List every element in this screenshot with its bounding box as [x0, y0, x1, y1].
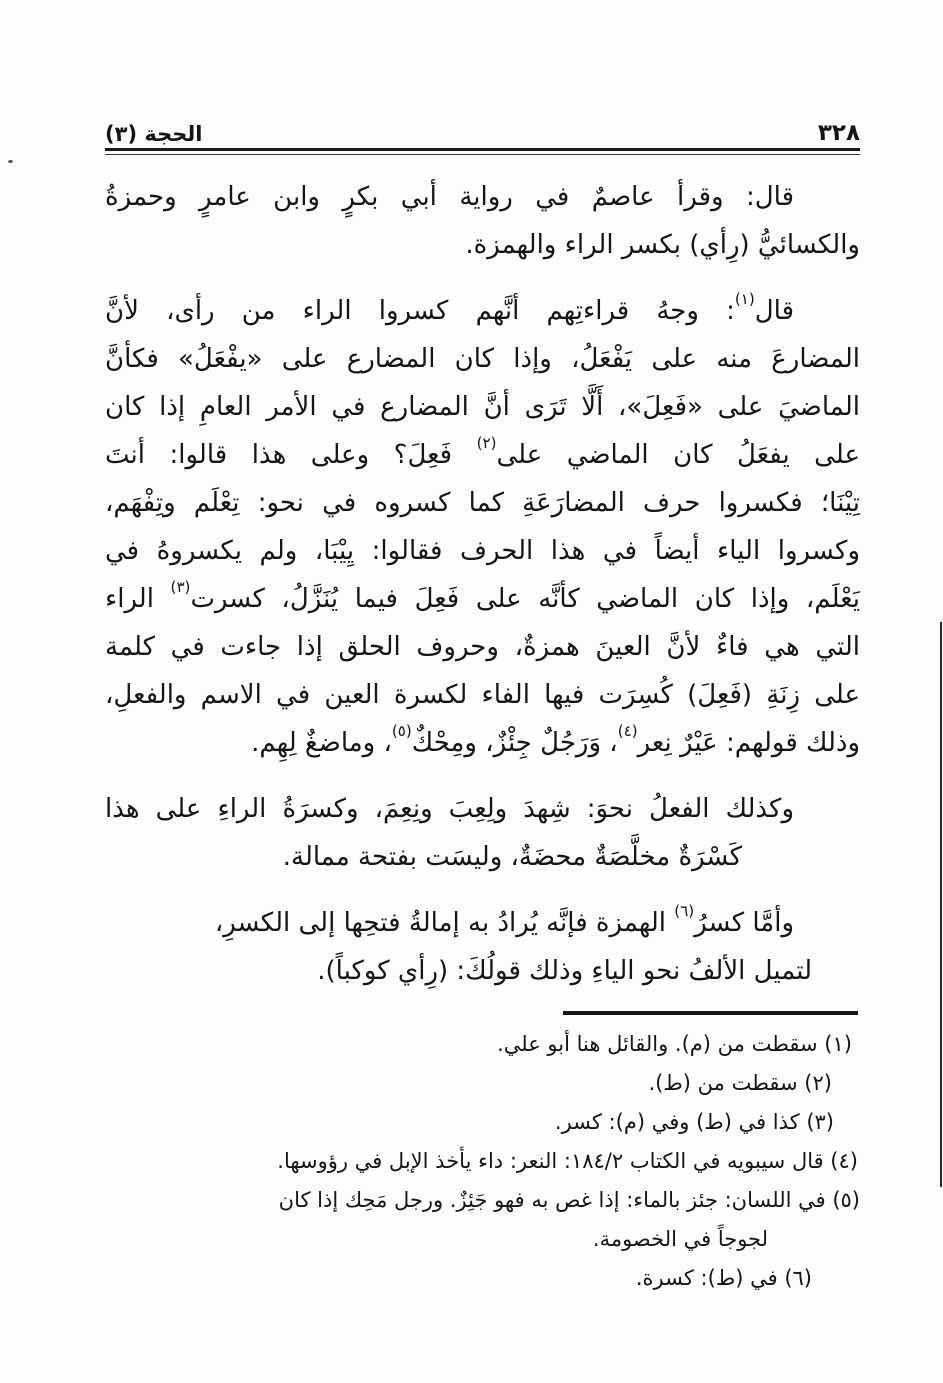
- page-number: ٣٢٨: [817, 120, 860, 146]
- footnotes: [105, 1025, 860, 1298]
- footnote-line: (٢) سقطت من (ط).: [648, 1071, 832, 1095]
- text-line: تِيْنَا؛ فكسروا حرف المضارَعَةِ كما كسروه في نحو: تِعْلَم وتِفْهَم،: [105, 488, 860, 518]
- scan-edge-artifact: [940, 622, 942, 1187]
- footnote-line: لجوجاً في الخصومة.: [592, 1227, 768, 1251]
- text-line: الماضيَ على «فَعِلَ»، أَلَّا تَرَى أنَّ المضارع في الأمر العامِ إذا كان: [105, 392, 860, 422]
- text-line: على زِنَةِ (فَعِلَ) كُسِرَت فيها الفاء لكسرة العين في الاسم والفعلِ،: [105, 680, 860, 710]
- text-line: يَعْلَم، وإذا كان الماضي كأنَّه على فَعِلَ فيما يُنَزَّلُ، كسرت$^{(٣)}$ الراء: [105, 578, 860, 614]
- text-line: والكسائيُّ (رِأي) بكسر الراء والهمزة.: [465, 230, 860, 260]
- text-line: كَسْرَةٌ مخلَّصَةٌ محضَةٌ، وليسَت بفتحة ممالة.: [282, 842, 742, 872]
- footnote-line: (١) سقطت من (م). والقائل هنا أبو علي.: [497, 1032, 852, 1056]
- page-header: [105, 112, 860, 146]
- text-line: قال$^{(١)}$: وجهُ قراءتِهم أنَّهم كسروا الراء من رأى، لأنَّ: [105, 290, 794, 326]
- text-line: المضارعَ منه على يَفْعَلُ، وإذا كان المضارع على «يفْعَلُ» فكأنَّ: [105, 344, 860, 374]
- text-line: وذلك قولهم: عَيْرٌ نِعر$^{(٤)}$، وَرَجُلٌ جِئْزٌ، ومِحْكٌ$^{(٥)}$، وماضغٌ لِهِم.: [251, 722, 860, 758]
- running-title: الحجة (٣): [105, 122, 203, 146]
- paragraph-4: [105, 899, 860, 995]
- paragraph-2: [105, 287, 860, 767]
- text-line: وكذلك الفعلُ نحوَ: شِهدَ ولِعِبَ ونِعِمَ، وكسرَةُ الراءِ على هذا: [105, 794, 794, 824]
- footnote-line: (٥) في اللسان: جئز بالماء: إذا غص به فهو جَئِزٌ. ورجل مَحِك إذا كان: [278, 1188, 860, 1212]
- footnote-line: (٣) كذا في (ط) وفي (م): كسر.: [554, 1110, 834, 1134]
- text-line: وأمَّا كسرُ$^{(٦)}$ الهمزة فإنَّه يُرادُ به إمالةُ فتحِها إلى الكسرِ،: [214, 902, 794, 938]
- paragraph-1: [105, 173, 860, 269]
- text-line: التي هي فاءٌ لأنَّ العينَ همزةٌ، وحروف الحلق إذا جاءت في كلمة: [105, 632, 860, 662]
- footnote-separator: [563, 1011, 858, 1015]
- scan-dot-artifact: [8, 160, 13, 163]
- text-line: وكسروا الياء أيضاً في هذا الحرف فقالوا: يِيْبَا، ولم يكسروهُ في: [105, 536, 860, 566]
- paragraph-3: [105, 785, 860, 881]
- text-line: قال: وقرأ عاصمٌ في رواية أبي بكرٍ وابن عامرٍ وحمزةُ: [105, 182, 794, 212]
- text-line: على يفعَلُ كان الماضي على$^{(٢)}$ فَعِلَ؟ وعلى هذا قالوا: أنتَ: [105, 434, 860, 470]
- header-rule: [105, 148, 860, 155]
- footnote-line: (٤) قال سيبويه في الكتاب ١٨٤/٢: النعر: داء يأخذ الإبل في رؤوسها.: [277, 1149, 858, 1173]
- footnote-line: (٦) في (ط): كسرة.: [635, 1266, 812, 1290]
- main-text: [105, 173, 860, 995]
- text-line: لتميل الألفُ نحو الياءِ وذلك قولُكَ: (رِأي كوكباً).: [317, 956, 812, 986]
